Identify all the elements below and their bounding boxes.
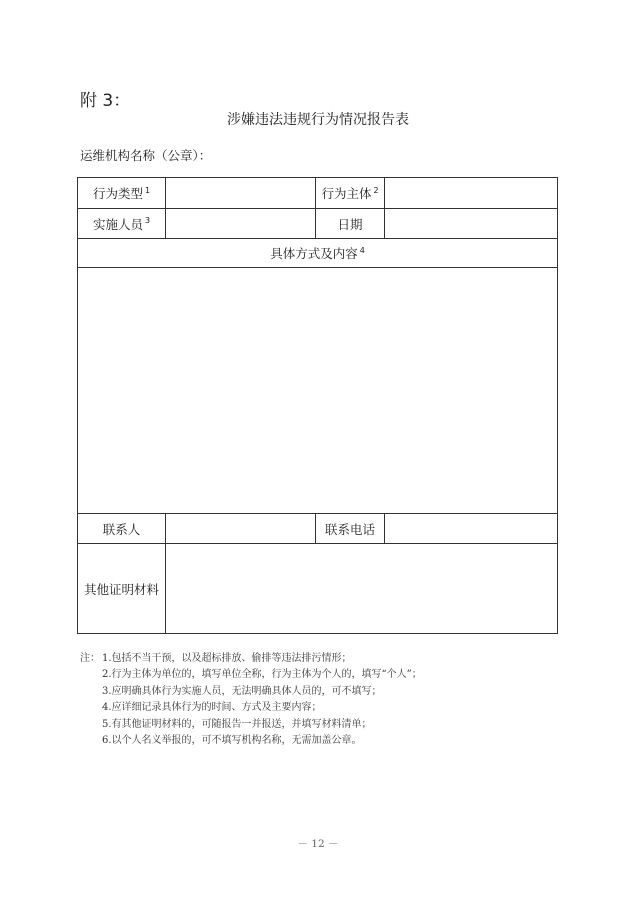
org-name-label: 运维机构名称（公章）： (80, 148, 212, 163)
report-form-table (77, 177, 558, 634)
contact-phone-field[interactable] (385, 514, 558, 544)
table-row (78, 514, 558, 544)
note-item: 3.应明确具体行为实施人员，无法明确具体人员的，可不填写； (102, 685, 382, 697)
footnote-ref: 4 (359, 245, 365, 255)
footnote-ref: 1 (144, 185, 151, 195)
contact-phone-label: 联系电话 (316, 514, 385, 544)
behavior-type-label: 行为类型 $^1$ (78, 178, 166, 209)
footnote-ref: 2 (373, 185, 379, 195)
contact-field[interactable] (166, 514, 316, 544)
behavior-type-field[interactable] (166, 178, 316, 209)
behavior-subject-label: 行为主体 $^2$ (316, 178, 385, 209)
attachment-label: 附 3： (80, 91, 131, 111)
form-title: 涉嫌违法违规行为情况报告表 (227, 112, 409, 128)
contact-label: 联系人 (78, 514, 166, 544)
table-row (78, 544, 558, 634)
table-row (78, 209, 558, 239)
note-item: 5.有其他证明材料的，可随报告一并报送，并填写材料清单； (102, 718, 372, 730)
table-row (78, 268, 558, 514)
details-content-field[interactable] (78, 268, 558, 514)
table-row (78, 178, 558, 209)
behavior-subject-field[interactable] (385, 178, 558, 209)
note-item: 4.应详细记录具体行为的时间、方式及主要内容； (102, 702, 322, 714)
other-evidence-field[interactable] (166, 544, 558, 634)
implementer-label: 实施人员 $^3$ (78, 209, 166, 239)
note-item: 6.以个人名义举报的，可不填写机构名称，无需加盖公章。 (102, 735, 362, 747)
date-label: 日期 (316, 209, 385, 239)
table-row (78, 239, 558, 268)
implementer-field[interactable] (166, 209, 316, 239)
footnote-ref: 3 (144, 216, 151, 226)
note-item: 2.行为主体为单位的，填写单位全称，行为主体为个人的，填写“个人”； (102, 669, 422, 681)
notes-section (80, 651, 422, 749)
notes-prefix: 注： (80, 653, 100, 664)
other-evidence-label: 其他证明材料 (78, 544, 166, 634)
note-item: 注： 1.包括不当干预，以及超标排放、偷排等违法排污情形； (80, 651, 422, 667)
date-field[interactable] (385, 209, 558, 239)
details-header: 具体方式及内容 $^4$ (78, 239, 558, 268)
page-number: － 12 － (297, 838, 339, 850)
